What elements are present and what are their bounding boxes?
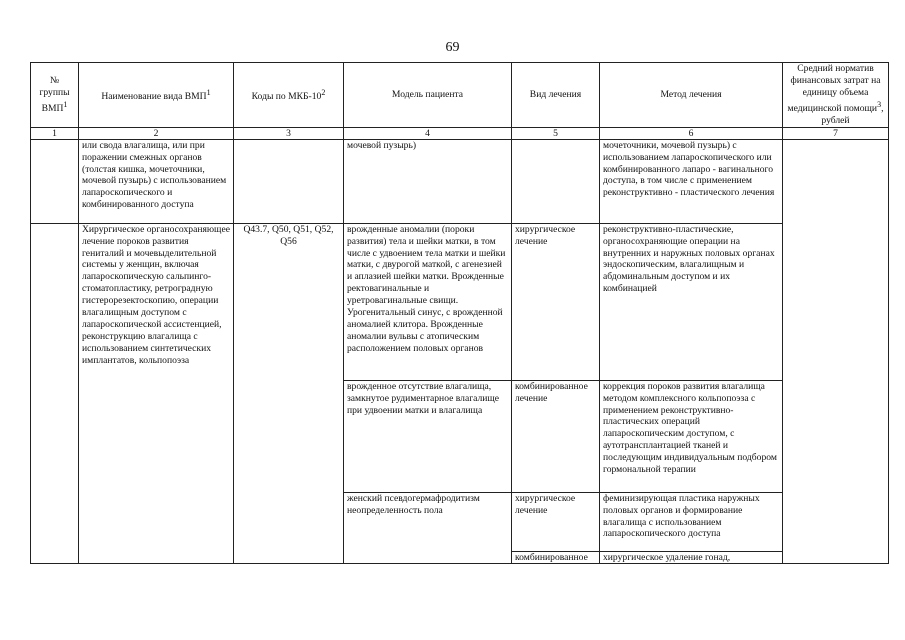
method-subcell: хирургическое удаление гонад, <box>600 551 782 563</box>
method-subcell: коррекция пороков развития влагалища методом комплексного кольпопоэза с применением реконструктивно-пластических операций лапароскопическим доступом, с аутотрансплантацией тканей и последующим индивидуальным подбором гормональной терапии <box>600 380 782 492</box>
treatment-subcell: комбинированное <box>512 551 599 563</box>
header-treatment: Вид лечения <box>512 63 600 128</box>
group-cell <box>31 139 79 223</box>
column-number: 1 <box>31 127 79 139</box>
column-number: 7 <box>783 127 889 139</box>
header-name: Наименование вида ВМП$^1$ <box>79 63 234 128</box>
column-number: 4 <box>344 127 512 139</box>
page-number: 69 <box>445 40 460 55</box>
column-number: 2 <box>79 127 234 139</box>
name-cell: Хирургическое органосохраняющее лечение пороков развития гениталий и мочевыделительной системы у женщин, включая лапароскопическую сальпинго-стоматопластику, ретроградную гистерорезектоскопию, операции влагалищным доступом с лапароскопической ассистенцией, реконструкцию влагалища с использованием синтетических имплантатов, кольпопоэза <box>79 223 234 563</box>
method-subcell: реконструктивно-пластические, органосохраняющие операции на внутренних и наружных половых органах эндоскопическим, влагалищным и абдоминальным доступом и их комбинацией <box>603 223 775 295</box>
codes-cell: Q43.7, Q50, Q51, Q52, Q56 <box>234 223 344 563</box>
model-subcell: женский псевдогермафродитизм неопределенность пола <box>344 492 511 563</box>
group-cell <box>31 223 79 563</box>
header-model: Модель пациента <box>344 63 512 128</box>
model-cell <box>344 223 512 563</box>
treatment-subcell: хирургическое лечение <box>515 223 576 247</box>
codes-cell <box>234 139 344 223</box>
header-method: Метод лечения <box>600 63 783 128</box>
model-cell: мочевой пузырь) <box>344 139 512 223</box>
header-group: № группы ВМП$^1$ <box>31 63 79 128</box>
column-number: 6 <box>600 127 783 139</box>
name-cell: или свода влагалища, или при поражении смежных органов (толстая кишка, мочеточники, мочевой пузырь) с использованием лапароскопического и комбинированного доступа <box>79 139 234 223</box>
vmp-table <box>30 62 889 564</box>
header-row <box>31 63 889 128</box>
column-number-row <box>31 127 889 139</box>
treatment-cell <box>512 139 600 223</box>
header-codes: Коды по МКБ-$10^2$ <box>234 63 344 128</box>
model-subcell: врожденные аномалии (пороки развития) тела и шейки матки, в том числе с удвоением тела матки и шейки матки, с двурогой маткой, с агенезией и аплазией шейки матки. Врожденные ректовагинальные и уретровагинальные свищи. Урогенитальный синус, с врожденной аномалией клитора. Врожденные аномалии вульвы с атопическим расположением половых органов <box>347 223 506 354</box>
table-row <box>31 139 889 223</box>
method-cell <box>600 223 783 563</box>
treatment-subcell: комбинированное лечение <box>512 380 599 492</box>
treatment-cell <box>512 223 600 563</box>
header-norm: Средний норматив финансовых затрат на единицу объема медицинской помощи$^3$, рублей <box>783 63 889 128</box>
treatment-subcell: хирургическое лечение <box>512 492 599 551</box>
table-row <box>31 223 889 563</box>
method-cell: мочеточники, мочевой пузырь) с использованием лапароскопического или комбинированного лапаро - вагинального доступа, в том числе с применением реконструктивно - пластического лечения <box>600 139 783 223</box>
method-subcell: феминизирующая пластика наружных половых органов и формирование влагалища с использованием лапароскопического доступа <box>600 492 782 551</box>
column-number: 5 <box>512 127 600 139</box>
norm-cell <box>783 139 889 563</box>
column-number: 3 <box>234 127 344 139</box>
model-subcell: врожденное отсутствие влагалища, замкнутое рудиментарное влагалище при удвоении матки и влагалища <box>344 380 511 492</box>
